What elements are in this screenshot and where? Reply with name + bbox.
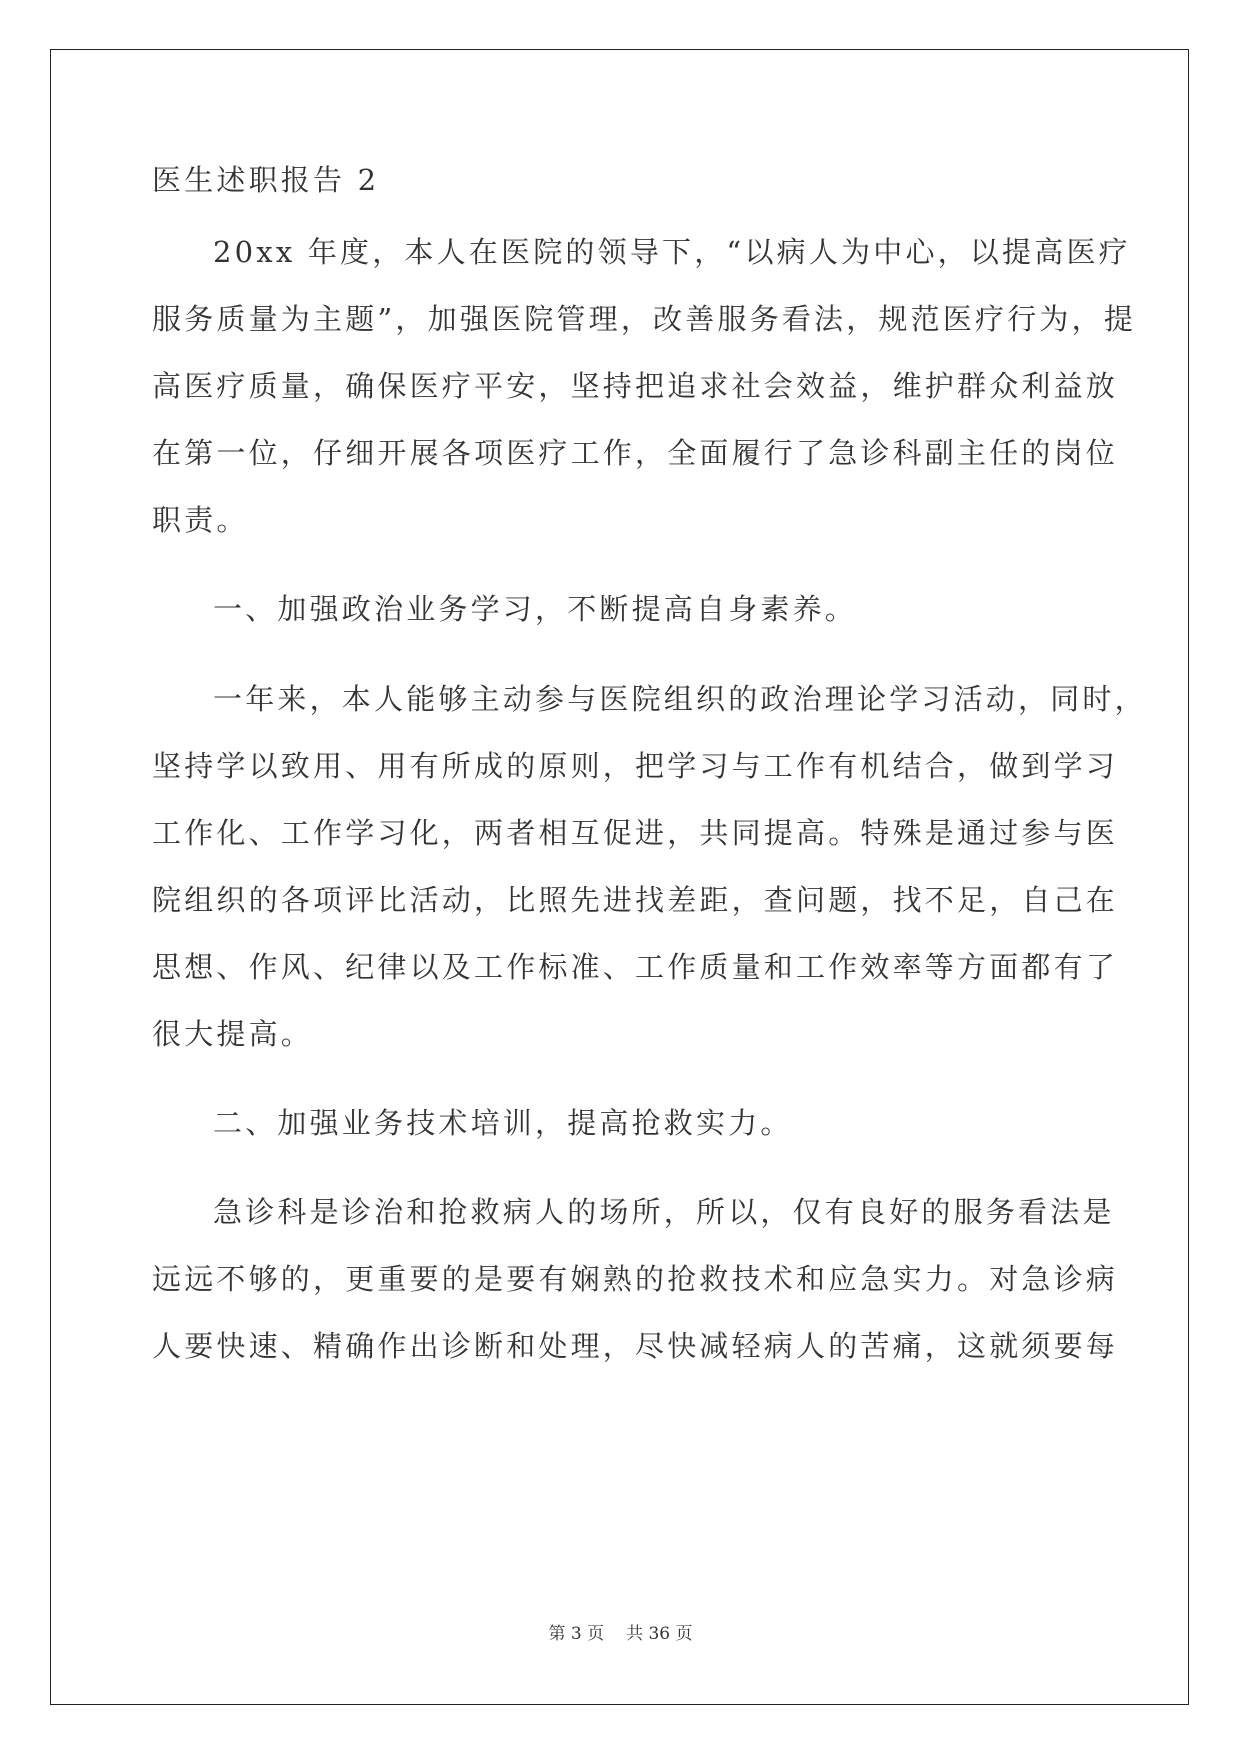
paragraph-line: 思想、作风、纪律以及工作标准、工作质量和工作效率等方面都有了 bbox=[152, 950, 1119, 984]
paragraph-line: 急诊科是诊治和抢救病人的场所，所以，仅有良好的服务看法是 bbox=[213, 1195, 1115, 1229]
paragraph-line: 远远不够的，更重要的是要有娴熟的抢救技术和应急实力。对急诊病 bbox=[152, 1262, 1119, 1296]
paragraph-line: 服务质量为主题”，加强医院管理，改善服务看法，规范医疗行为，提 bbox=[152, 302, 1137, 336]
paragraph-line: 坚持学以致用、用有所成的原则，把学习与工作有机结合，做到学习 bbox=[152, 749, 1119, 783]
page-number: 第 3 页 bbox=[548, 1624, 605, 1644]
paragraph-line: 工作化、工作学习化，两者相互促进，共同提高。特殊是通过参与医 bbox=[152, 816, 1119, 850]
section-heading: 一、加强政治业务学习，不断提高自身素养。 bbox=[213, 592, 858, 626]
paragraph-line: 高医疗质量，确保医疗平安，坚持把追求社会效益，维护群众利益放 bbox=[152, 369, 1119, 403]
page-footer bbox=[0, 1622, 1241, 1646]
section-heading: 二、加强业务技术培训，提高抢救实力。 bbox=[213, 1106, 793, 1140]
paragraph-line: 院组织的各项评比活动，比照先进找差距，查问题，找不足，自己在 bbox=[152, 883, 1119, 917]
paragraph-line: 很大提高。 bbox=[152, 1017, 314, 1051]
paragraph-line: 在第一位，仔细开展各项医疗工作，全面履行了急诊科副主任的岗位 bbox=[152, 436, 1119, 470]
paragraph-line: 人要快速、精确作出诊断和处理，尽快减轻病人的苦痛，这就须要每 bbox=[152, 1329, 1119, 1363]
paragraph-line: 一年来，本人能够主动参与医院组织的政治理论学习活动，同时， bbox=[213, 682, 1147, 716]
paragraph-line: 20xx 年度，本人在医院的领导下，“以病人为中心，以提高医疗 bbox=[213, 235, 1131, 269]
paragraph-line: 职责。 bbox=[152, 503, 249, 537]
document-title: 医生述职报告 2 bbox=[152, 163, 380, 197]
page-total: 共 36 页 bbox=[626, 1624, 693, 1644]
page-border bbox=[50, 49, 1189, 1705]
